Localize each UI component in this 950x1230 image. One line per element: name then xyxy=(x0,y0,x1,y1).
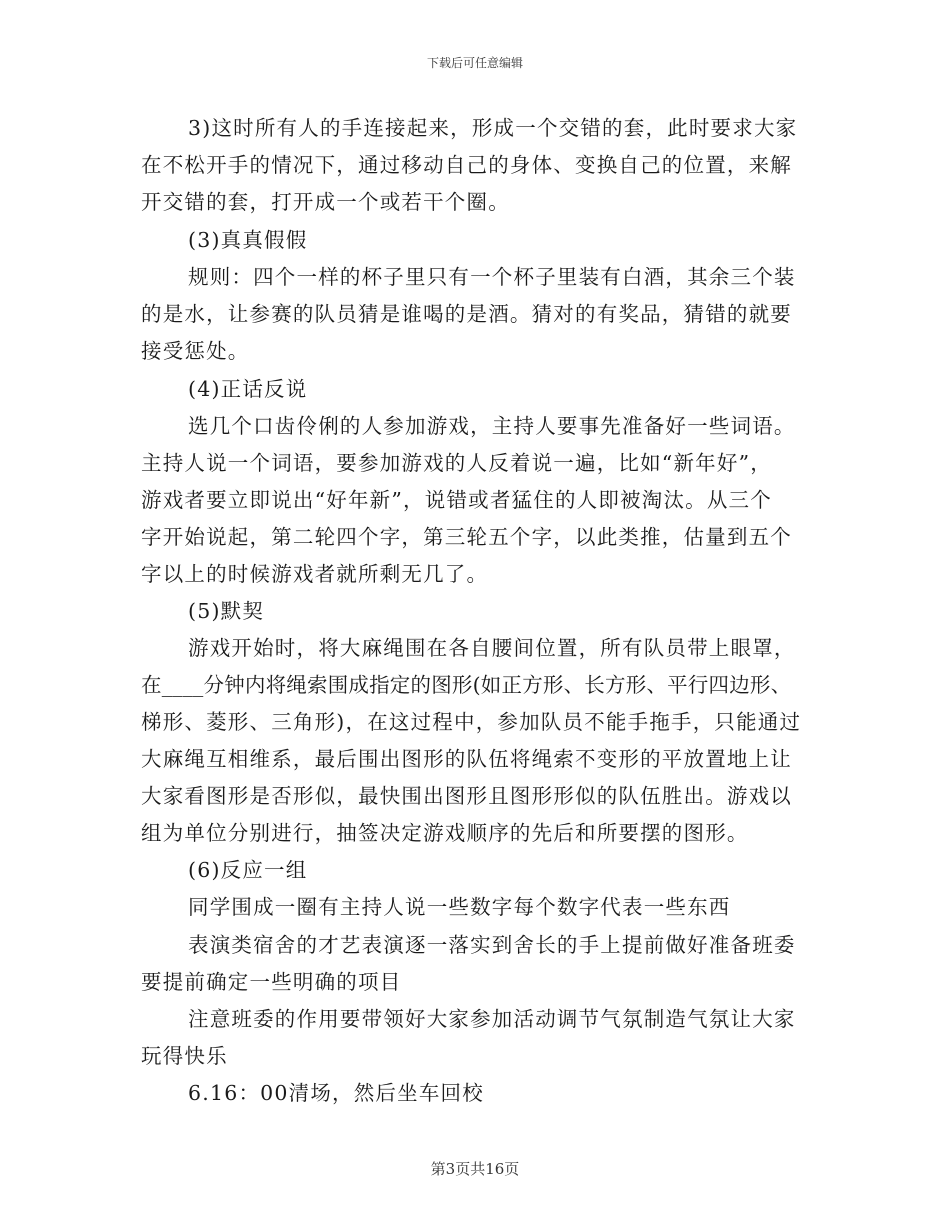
paragraph-line: 表演类宿舍的才艺表演逐一落实到舍长的手上提前做好准备班委 xyxy=(188,933,796,957)
paragraph-line: 梯形、菱形、三角形)，在这过程中，参加队员不能手拖手，只能通过 xyxy=(141,710,802,734)
section-heading: (6)反应一组 xyxy=(188,858,308,882)
paragraph-line: 在不松开手的情况下，通过移动自己的身体、变换自己的位置，来解 xyxy=(141,153,792,177)
paragraph-line: 游戏者要立即说出“好年新”，说错或者猛住的人即被淘汰。从三个 xyxy=(141,488,772,512)
section-heading: (4)正话反说 xyxy=(188,377,308,401)
paragraph-line: 游戏开始时，将大麻绳围在各自腰间位置，所有队员带上眼罩， xyxy=(188,636,796,660)
paragraph-line: 接受惩处。 xyxy=(141,339,250,363)
paragraph-line: 的是水，让参赛的队员猜是谁喝的是酒。猜对的有奖品，猜错的就要 xyxy=(141,302,792,326)
paragraph-line: 大麻绳互相维系，最后围出图形的队伍将绳索不变形的平放置地上让 xyxy=(141,747,792,771)
paragraph-line: 字以上的时候游戏者就所剩无几了。 xyxy=(141,562,489,586)
paragraph-line: 组为单位分别进行，抽签决定游戏顺序的先后和所要摆的图形。 xyxy=(141,821,749,845)
paragraph-line: 主持人说一个词语，要参加游戏的人反着说一遍，比如“新年好”， xyxy=(141,451,772,475)
paragraph-line: 玩得快乐 xyxy=(141,1044,228,1068)
paragraph-line: 同学围成一圈有主持人说一些数字每个数字代表一些东西 xyxy=(188,895,731,919)
paragraph-line: 开交错的套，打开成一个或若干个圈。 xyxy=(141,190,510,214)
paragraph-line: 大家看图形是否形似，最快围出图形且图形形似的队伍胜出。游戏以 xyxy=(141,784,792,808)
section-heading: (3)真真假假 xyxy=(188,228,308,252)
page-footer: 第3页共16页 xyxy=(430,1160,520,1178)
paragraph-line: 选几个口齿伶俐的人参加游戏，主持人要事先准备好一些词语。 xyxy=(188,414,796,438)
page-header: 下载后可任意编辑 xyxy=(426,56,523,70)
paragraph-line: 规则：四个一样的杯子里只有一个杯子里装有白酒，其余三个装 xyxy=(188,265,796,289)
section-heading: (5)默契 xyxy=(188,599,265,623)
paragraph-line: 3)这时所有人的手连接起来，形成一个交错的套，此时要求大家 xyxy=(188,116,798,140)
paragraph-line: 注意班委的作用要带领好大家参加活动调节气氛制造气氛让大家 xyxy=(188,1007,796,1031)
paragraph-line: 要提前确定一些明确的项目 xyxy=(141,970,402,994)
paragraph-line: 字开始说起，第二轮四个字，第三轮五个字，以此类推，估量到五个 xyxy=(141,525,792,549)
paragraph-line: 6.16：00清场，然后坐车回校 xyxy=(188,1081,484,1105)
paragraph-line: 在____分钟内将绳索围成指定的图形(如正方形、长方形、平行四边形、 xyxy=(141,673,792,697)
